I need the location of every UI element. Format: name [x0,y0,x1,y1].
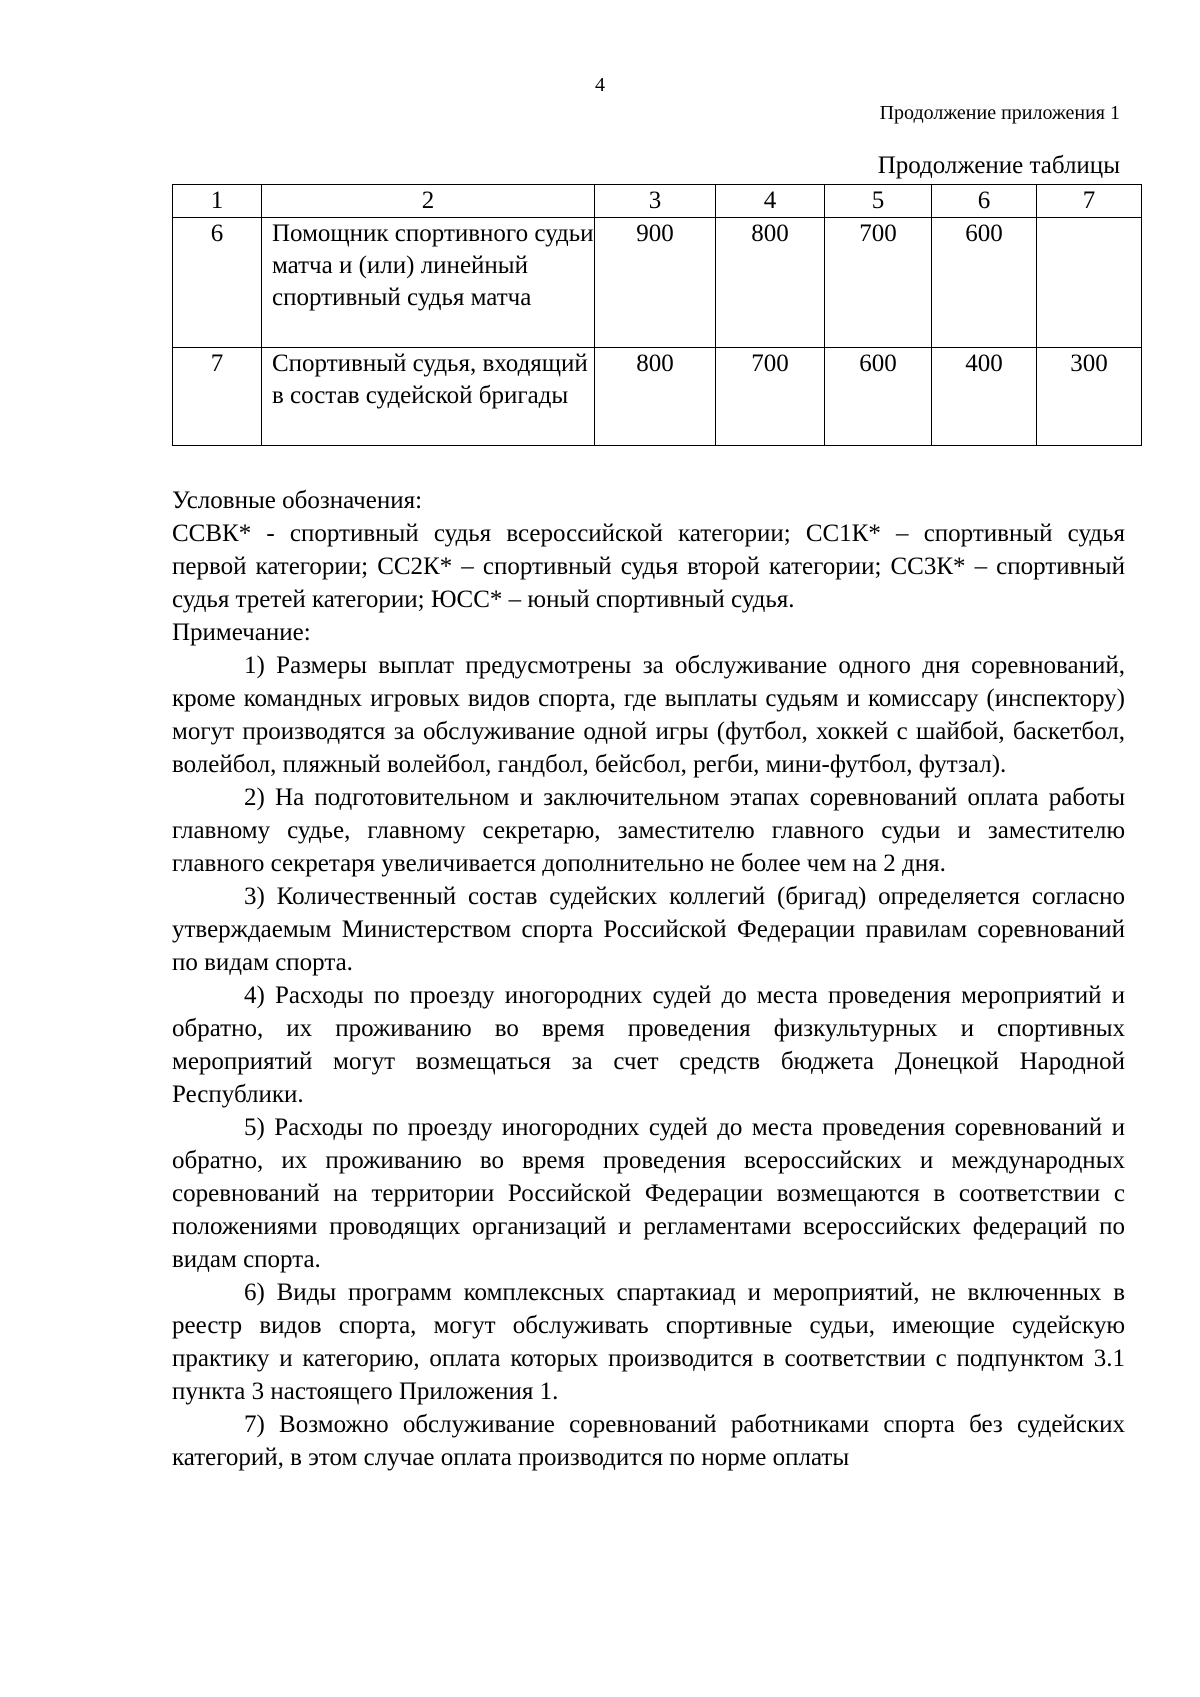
row-value: 800 [595,348,716,446]
note-item: 3) Количественный состав судейских коллегий (бригад) определяется согласно утверждаемым Министерством спорта Российской Федерации правилам соревнований по видам спорта. [172,883,1125,976]
note-item: 5) Расходы по проезду иногородних судей до места проведения соревнований и обратно, их проживанию во время проведения всероссийских и международных соревнований на территории Российской Федерации возмещаются в соответствии с положениями проводящих организаций и регламентами всероссийских федераций по видам спорта. [172,1114,1125,1273]
table-header-cell: 3 [595,185,716,218]
table-header-row [173,185,1142,218]
row-value: 300 [1037,348,1142,446]
row-value: 900 [595,218,716,348]
row-value: 600 [932,218,1037,348]
payment-table [172,184,1142,446]
row-value [1037,218,1142,348]
row-value: 800 [716,218,825,348]
table-header-cell: 5 [825,185,932,218]
note-item: 4) Расходы по проезду иногородних судей до места проведения мероприятий и обратно, их проживанию во время проведения физкультурных и спортивных мероприятий могут возмещаться за счет средств бюджета Донецкой Народной Республики. [172,982,1125,1108]
table-header-cell: 1 [173,185,262,218]
row-value: 400 [932,348,1037,446]
note-item: 7) Возможно обслуживание соревнований работниками спорта без судейских категорий, в этом случае оплата производится по норме оплаты [172,1411,1125,1471]
row-position-name: Спортивный судья, входящий в состав судейской бригады [262,348,595,446]
document-body [172,484,1125,1474]
notes-title: Примечание: [172,619,311,646]
table-header-cell: 7 [1037,185,1142,218]
table-header-cell: 4 [716,185,825,218]
appendix-note: Продолжение приложения 1 [879,102,1120,124]
row-value: 700 [716,348,825,446]
row-value: 600 [825,348,932,446]
row-number: 6 [173,218,262,348]
page-number: 4 [595,74,605,96]
table-header-cell: 6 [932,185,1037,218]
note-item: 2) На подготовительном и заключительном этапах соревнований оплата работы главному судье, главному секретарю, заместителю главного судьи и заместителю главного секретаря увеличивается дополнительно не более чем на 2 дня. [172,784,1125,877]
row-position-name: Помощник спортивного судьи матча и (или) линейный спортивный судья матча [262,218,595,348]
note-item: 1) Размеры выплат предусмотрены за обслуживание одного дня соревнований, кроме командных игровых видов спорта, где выплаты судьям и комиссару (инспектору) могут производятся за обслуживание одной игры (футбол, хоккей с шайбой, баскетбол, волейбол, пляжный волейбол, гандбол, бейсбол, регби, мини-футбол, футзал). [172,652,1125,778]
table-row [173,218,1142,348]
table-caption: Продолжение таблицы [877,152,1120,179]
row-value: 700 [825,218,932,348]
legend-text: ССВК* - спортивный судья всероссийской категории; СС1К* – спортивный судья первой категории; СС2К* – спортивный судья второй категории; СС3К* – спортивный судья третей категории; ЮСС* – юный спортивный судья. [172,520,1125,613]
row-number: 7 [173,348,262,446]
legend-title: Условные обозначения: [172,487,423,514]
table-header-cell: 2 [262,185,595,218]
table-row [173,348,1142,446]
note-item: 6) Виды программ комплексных спартакиад и мероприятий, не включенных в реестр видов спорта, могут обслуживать спортивные судьи, имеющие судейскую практику и категорию, оплата которых производится в соответствии с подпунктом 3.1 пункта 3 настоящего Приложения 1. [172,1279,1125,1405]
